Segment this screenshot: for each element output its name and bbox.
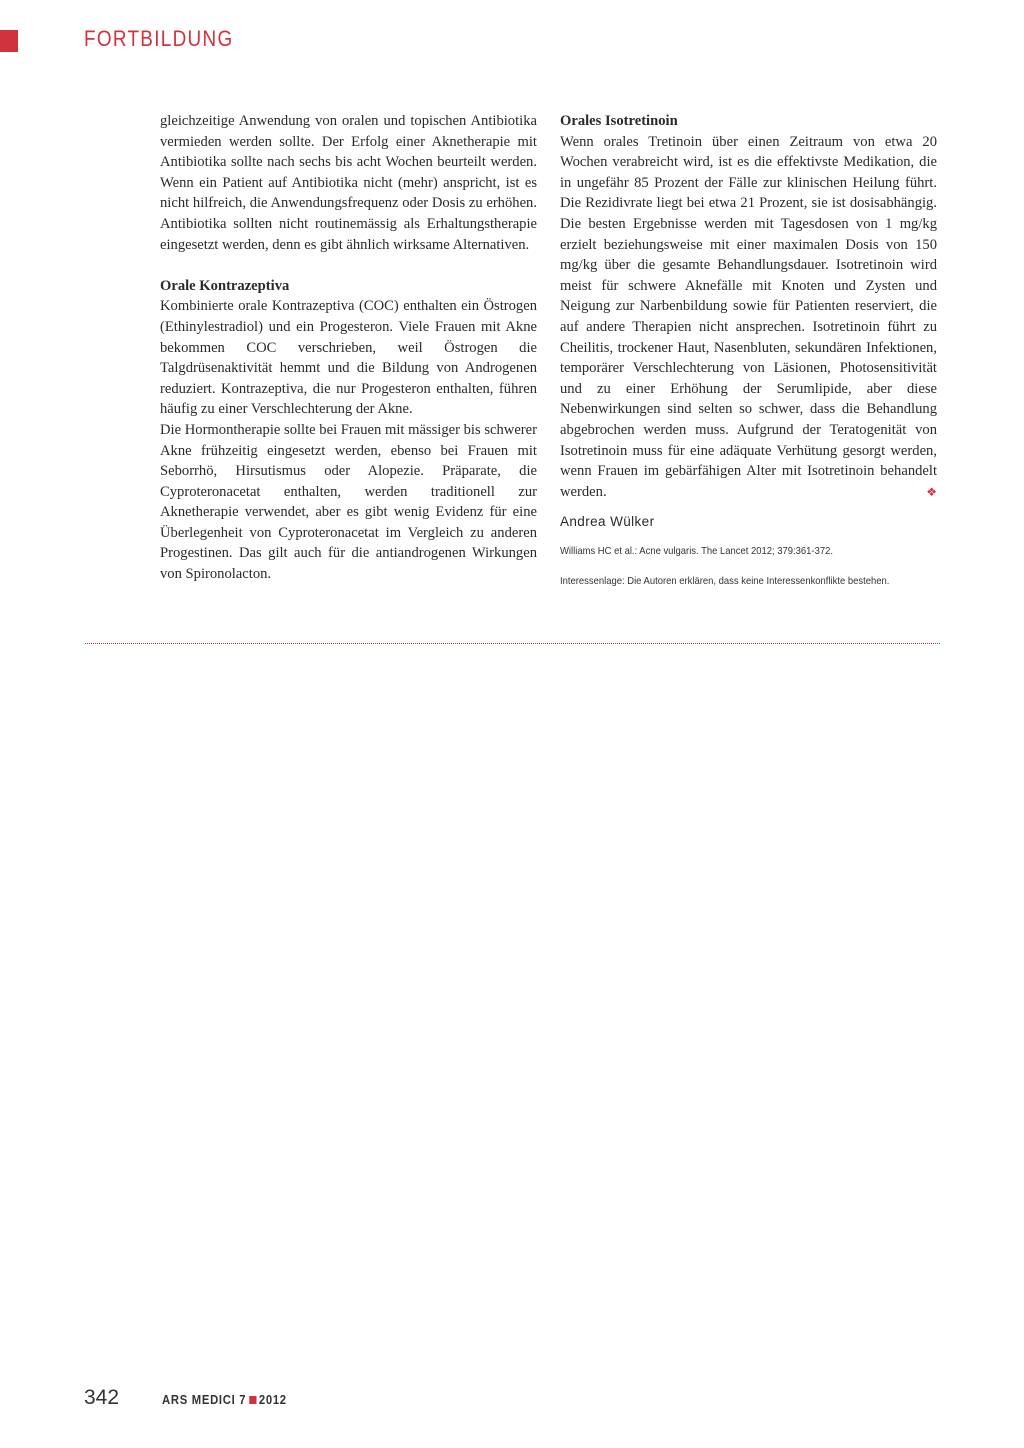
kontrazeptiva-paragraph-1: Kombinierte orale Kontrazeptiva (COC) enthalten ein Östrogen (Ethinylestradiol) und ein Progesteron. Viele Frauen mit Akne bekommen COC verschrieben, weil Östrogen die Talgdrüsenaktivität hemmt und die Bildung von Androgenen reduziert. Kontrazeptiva, die nur Progesteron enthalten, führen häufig zu einer Verschlechterung der Akne. [160,298,537,418]
isotretinoin-text: Wenn orales Tretinoin über einen Zeitraum von etwa 20 Wochen verabreicht wird, ist es die effektivste Medikation, die in ungefähr 85 Prozent der Fälle zur klinischen Heilung führt. Die Rezidivrate liegt bei etwa 21 Prozent, sie ist dosisabhängig. Die besten Ergebnisse werden mit Tagesdosen von 1 mg/kg erzielt beziehungsweise mit einer maximalen Dosis von 150 mg/kg über die gesamte Behandlungsdauer. Isotretinoin wird meist für schwere Aknefälle mit Knoten und Zysten und Neigung zur Narbenbildung sowie für Patienten reserviert, die auf andere Therapien nicht ansprechen. Isotretinoin führt zu Cheilitis, trockener Haut, Nasenbluten, sekundären Infektionen, temporärer Verschlechterung von Läsionen, Photosensitivität und zu einer Erhöhung der Serumlipide, aber diese Nebenwirkungen sind selten so schwer, dass die Behandlung abgebrochen werden muss. Aufgrund der Teratogenität von Isotretinoin muss für eine adäquate Verhütung gesorgt werden, wenn Frauen im gebärfähigen Alter mit Isotretinoin behandelt werden. [560,133,937,500]
dotted-divider [85,643,940,644]
section-marker [0,30,18,52]
right-column [560,111,937,588]
conflict-statement: Interessenlage: Die Autoren erklären, dass keine Interessenkonflikte bestehen. [560,575,890,588]
square-separator-icon [248,1396,255,1404]
left-column [160,111,537,585]
footer [84,1386,300,1410]
intro-paragraph: gleichzeitige Anwendung von oralen und topischen Antibiotika vermieden werden sollte. Der Erfolg einer Aknetherapie mit Antibiotika sollte nach sechs bis acht Wochen beurteilt werden. Wenn ein Patient auf Antibiotika nicht (mehr) anspricht, ist es nicht hilfreich, die Anwendungsfrequenz oder Dosis zu erhöhen. Antibiotika sollten nicht routinemässig als Erhaltungstherapie eingesetzt werden, denn es gibt ähnlich wirksame Alternativen. [160,113,537,253]
section-title: FORTBILDUNG [84,26,234,51]
author-name: Andrea Wülker [560,514,655,530]
isotretinoin-paragraph [560,132,937,503]
journal-name: ARS MEDICI 7 [161,1393,246,1407]
journal-info [162,1393,287,1407]
journal-year: 2012 [258,1393,287,1407]
heading-orales-isotretinoin: Orales Isotretinoin [560,113,678,129]
end-mark-icon: ❖ [926,484,937,499]
kontrazeptiva-paragraph-2: Die Hormontherapie sollte bei Frauen mit mässiger bis schwerer Akne frühzeitig eingesetzt werden, ebenso bei Frauen mit Seborrhö, Hirsutismus oder Alopezie. Präparate, die Cyproteronacetat enthalten, werden traditionell zur Aknetherapie verwendet, aber es gibt wenig Evidenz für eine Überlegenheit von Cyproteronacetat im Vergleich zu anderen Progestinen. Das gilt auch für die antiandrogenen Wirkungen von Spironolacton. [160,421,537,583]
heading-orale-kontrazeptiva: Orale Kontrazeptiva [160,277,290,294]
page-number: 342 [84,1386,120,1409]
reference: Williams HC et al.: Acne vulgaris. The Lancet 2012; 379:361-372. [560,545,833,558]
